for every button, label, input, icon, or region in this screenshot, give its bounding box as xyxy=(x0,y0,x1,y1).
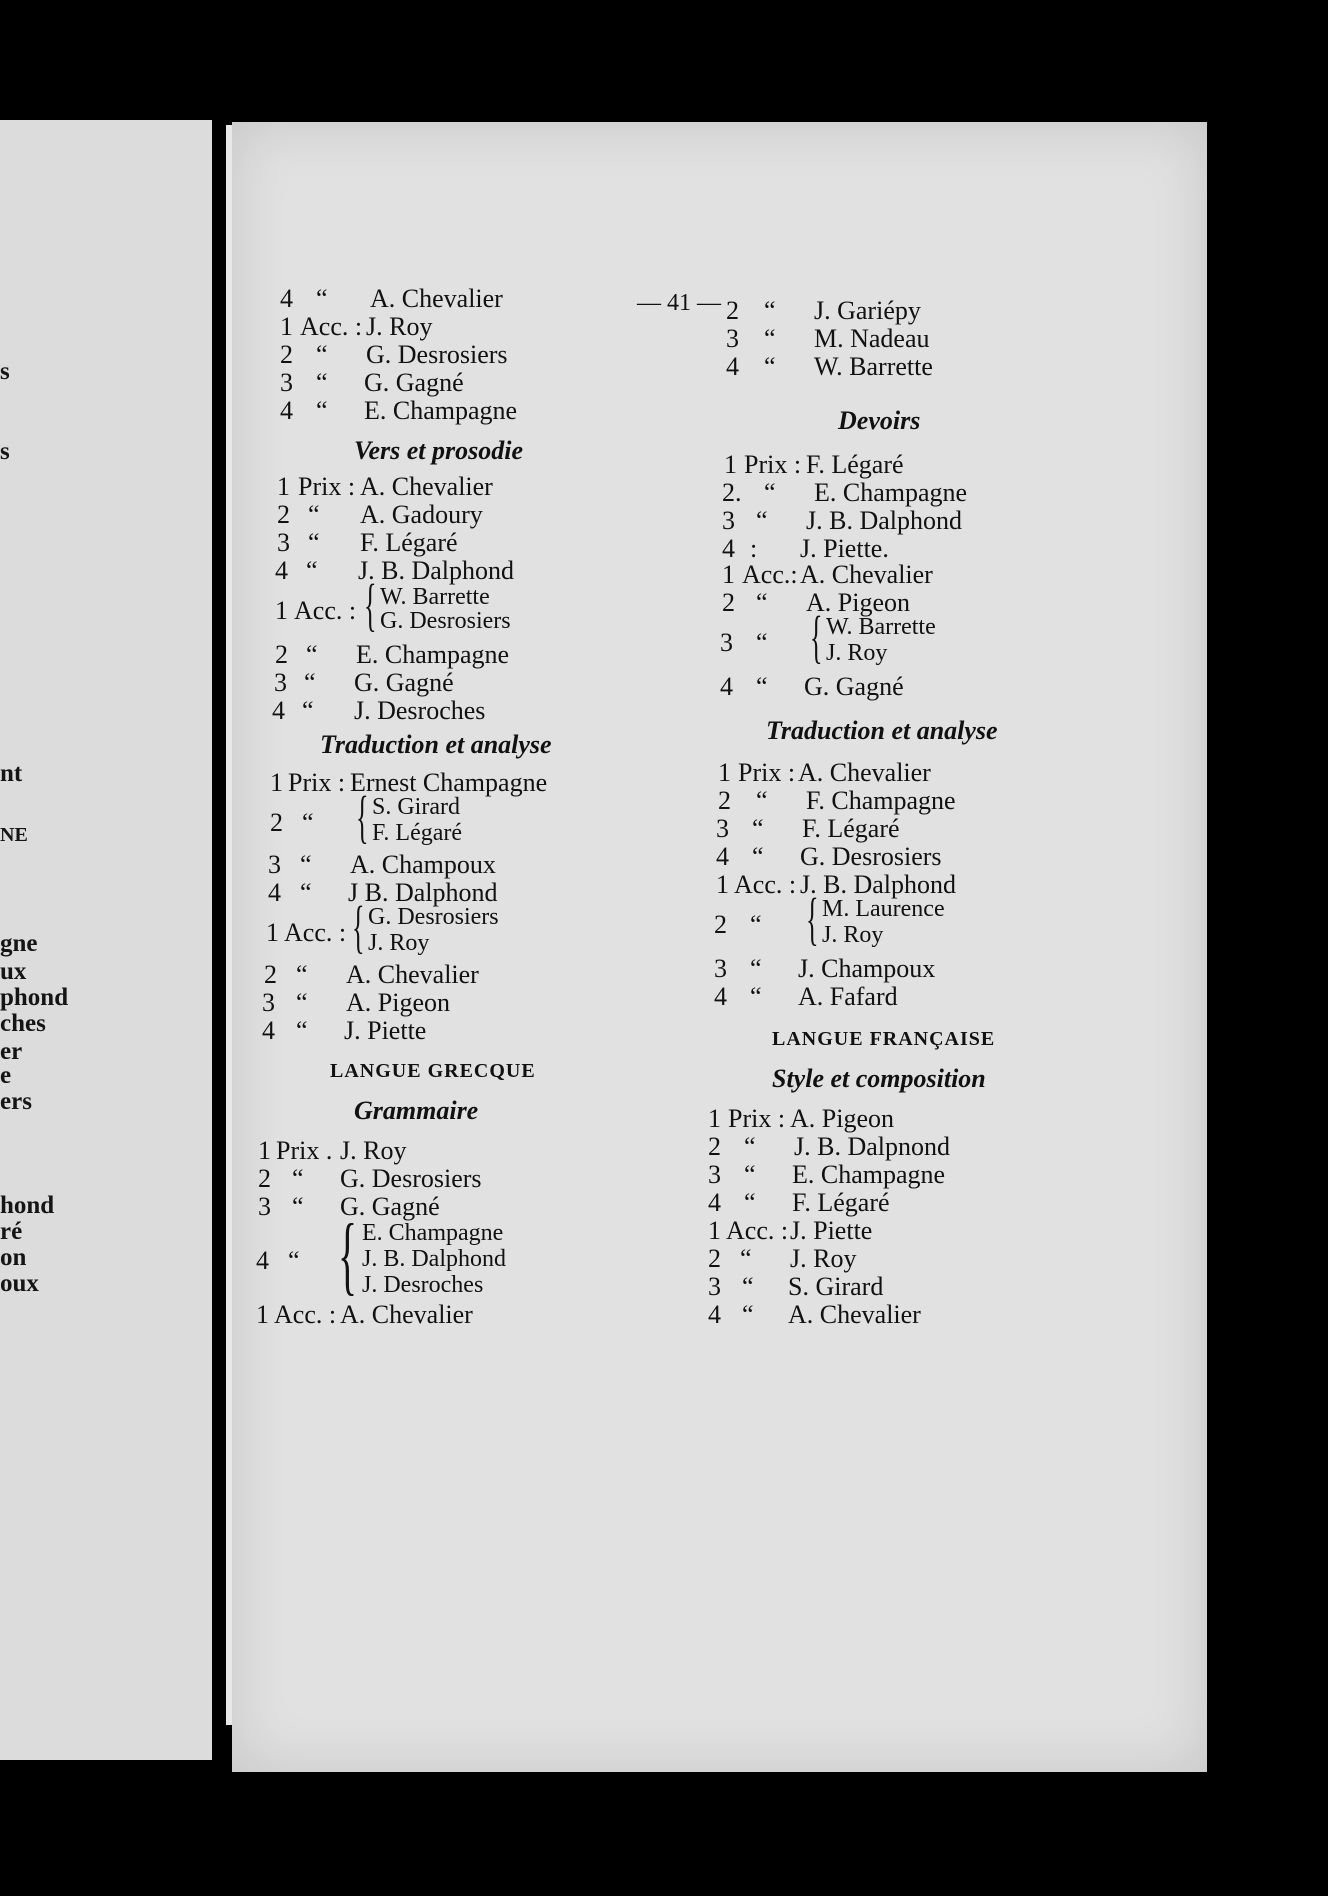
award-label: “ xyxy=(744,1132,756,1161)
award-label: Acc. : xyxy=(734,870,797,899)
rank: 1 xyxy=(277,472,290,501)
student-name: F. Légaré xyxy=(372,820,463,846)
brace-glyph: { xyxy=(356,784,369,849)
student-name: A. Gadoury xyxy=(360,500,483,529)
rank: 1 xyxy=(266,918,279,947)
award-label: “ xyxy=(756,672,768,701)
student-name: F. Légaré xyxy=(360,528,458,557)
facing-page-fragment xyxy=(0,120,212,1760)
rank: 3 xyxy=(274,668,287,697)
rank: 3 xyxy=(716,814,729,843)
student-name: J. Desroches xyxy=(362,1272,484,1298)
section-heading: Traduction et analyse xyxy=(766,716,998,745)
rank: 4 xyxy=(268,878,281,907)
student-name: G. Desrosiers xyxy=(380,608,511,634)
rank: 4 xyxy=(280,396,293,425)
award-label: “ xyxy=(750,910,762,939)
student-name: A. Chevalier xyxy=(360,472,493,501)
award-label: “ xyxy=(316,340,328,369)
award-label: Acc. : xyxy=(294,596,357,625)
page-number: — 41 — xyxy=(637,290,721,316)
rank: 1 xyxy=(718,758,731,787)
student-name: J. Roy xyxy=(368,930,430,956)
award-label: “ xyxy=(740,1244,752,1273)
rank: 2 xyxy=(280,340,293,369)
student-name: A. Chevalier xyxy=(788,1300,921,1329)
student-name: J. B. Dalphond xyxy=(358,556,514,585)
student-name: F. Légaré xyxy=(802,814,900,843)
award-label: “ xyxy=(750,954,762,983)
fragment-text: s xyxy=(0,358,10,385)
brace-glyph: { xyxy=(352,894,365,959)
award-label: “ xyxy=(756,588,768,617)
rank: 2 xyxy=(708,1132,721,1161)
student-name: J. Gariépy xyxy=(814,296,921,325)
student-name: F. Champagne xyxy=(806,786,956,815)
brace-glyph: { xyxy=(338,1207,358,1304)
student-name: F. Légaré xyxy=(792,1188,890,1217)
award-label: “ xyxy=(742,1272,754,1301)
rank: 2 xyxy=(264,960,277,989)
award-label: Prix . xyxy=(276,1136,333,1165)
student-name: A. Pigeon xyxy=(790,1104,894,1133)
subject-title: LANGUE GRECQUE xyxy=(330,1060,536,1082)
student-name: J. Roy xyxy=(366,312,433,341)
award-label: “ xyxy=(764,296,776,325)
student-name: J. B. Dalpnond xyxy=(794,1132,950,1161)
rank: 1 xyxy=(708,1216,721,1245)
award-label: “ xyxy=(304,668,316,697)
rank: 2. xyxy=(722,478,742,507)
rank: 2 xyxy=(277,500,290,529)
student-name: J. Roy xyxy=(340,1136,407,1165)
rank: 2 xyxy=(270,808,283,837)
student-name: A. Chevalier xyxy=(370,284,503,313)
rank: 4 xyxy=(716,842,729,871)
rank: 1 xyxy=(724,450,737,479)
student-name: M. Nadeau xyxy=(814,324,930,353)
rank: 4 xyxy=(708,1300,721,1329)
fragment-text: er xyxy=(0,1038,23,1065)
rank: 4 xyxy=(275,556,288,585)
section-heading: Style et composition xyxy=(772,1064,986,1093)
rank: 1 xyxy=(258,1136,271,1165)
rank: 3 xyxy=(722,506,735,535)
rank: 2 xyxy=(718,786,731,815)
rank: 1 xyxy=(280,312,293,341)
student-name: J. B. Dalphond xyxy=(362,1246,506,1272)
section-heading: Grammaire xyxy=(354,1096,479,1125)
rank: 1 xyxy=(708,1104,721,1133)
student-name: A. Pigeon xyxy=(346,988,450,1017)
rank: 3 xyxy=(720,628,733,657)
student-name: G. Gagné xyxy=(364,368,464,397)
student-name: J. Roy xyxy=(822,922,884,948)
award-label: “ xyxy=(308,528,320,557)
award-label: “ xyxy=(300,850,312,879)
award-label: “ xyxy=(756,506,768,535)
student-name: J. Roy xyxy=(790,1244,857,1273)
award-label: Prix : xyxy=(728,1104,786,1133)
section-heading: Devoirs xyxy=(838,406,921,435)
student-name: J B. Dalphond xyxy=(348,878,498,907)
student-name: G. Gagné xyxy=(804,672,904,701)
student-name: J. Champoux xyxy=(798,954,936,983)
student-name: A. Pigeon xyxy=(806,588,910,617)
student-name: A. Chevalier xyxy=(798,758,931,787)
student-name: A. Chevalier xyxy=(800,560,933,589)
book-page xyxy=(232,122,1207,1772)
award-label: Acc. : xyxy=(284,918,347,947)
student-name: S. Girard xyxy=(372,794,460,820)
rank: 1 xyxy=(716,870,729,899)
fragment-text: ré xyxy=(0,1218,23,1245)
student-name: E. Champagne xyxy=(356,640,510,669)
rank: 1 xyxy=(270,768,283,797)
student-name: A. Champoux xyxy=(350,850,496,879)
student-name: G. Desrosiers xyxy=(368,904,499,930)
award-label: Prix : xyxy=(298,472,356,501)
rank: 4 xyxy=(256,1246,269,1275)
student-name: E. Champagne xyxy=(362,1220,504,1246)
student-name: G. Desrosiers xyxy=(800,842,942,871)
student-name: W. Barrette xyxy=(814,352,933,381)
award-label: “ xyxy=(316,284,328,313)
rank: 3 xyxy=(268,850,281,879)
fragment-text: NE xyxy=(0,824,28,846)
award-label: “ xyxy=(302,696,314,725)
award-label: “ xyxy=(296,1016,308,1045)
rank: 4 xyxy=(708,1188,721,1217)
rank: 3 xyxy=(714,954,727,983)
rank: 2 xyxy=(714,910,727,939)
award-label: “ xyxy=(744,1188,756,1217)
rank: 3 xyxy=(277,528,290,557)
student-name: J. B. Dalphond xyxy=(806,506,962,535)
award-label: “ xyxy=(316,396,328,425)
award-label: “ xyxy=(756,628,768,657)
student-name: S. Girard xyxy=(788,1272,884,1301)
rank: 4 xyxy=(272,696,285,725)
award-label: Acc. : xyxy=(726,1216,789,1245)
student-name: W. Barrette xyxy=(380,584,490,610)
award-label: “ xyxy=(306,556,318,585)
award-label: “ xyxy=(752,814,764,843)
fragment-text: ches xyxy=(0,1010,46,1037)
award-label: “ xyxy=(306,640,318,669)
section-heading: Vers et prosodie xyxy=(354,436,523,465)
rank: 1 xyxy=(275,596,288,625)
award-label: “ xyxy=(308,500,320,529)
right-column xyxy=(708,296,1190,1716)
fragment-text: e xyxy=(0,1062,12,1089)
rank: 4 xyxy=(280,284,293,313)
award-label: “ xyxy=(752,842,764,871)
award-label: “ xyxy=(764,352,776,381)
fragment-text: hond xyxy=(0,1192,55,1219)
rank: 3 xyxy=(280,368,293,397)
award-label: “ xyxy=(288,1246,300,1275)
award-label: Prix : xyxy=(744,450,802,479)
rank: 4 xyxy=(262,1016,275,1045)
award-label: “ xyxy=(756,786,768,815)
award-label: “ xyxy=(744,1160,756,1189)
student-name: G. Gagné xyxy=(340,1192,440,1221)
award-label: Acc. : xyxy=(300,312,363,341)
award-label: “ xyxy=(764,478,776,507)
award-label: “ xyxy=(292,1192,304,1221)
award-label: “ xyxy=(296,988,308,1017)
fragment-text: gne xyxy=(0,930,38,957)
student-name: E. Champagne xyxy=(792,1160,946,1189)
student-name: A. Chevalier xyxy=(340,1300,473,1329)
student-name: G. Gagné xyxy=(354,668,454,697)
fragment-text: ers xyxy=(0,1088,32,1115)
award-label: Prix : xyxy=(288,768,346,797)
student-name: F. Légaré xyxy=(806,450,904,479)
brace-glyph: { xyxy=(806,886,819,951)
fragment-text: nt xyxy=(0,760,23,787)
student-name: Ernest Champagne xyxy=(350,768,548,797)
student-name: J. Piette xyxy=(344,1016,427,1045)
award-label: Acc.: xyxy=(742,560,798,589)
award-label: “ xyxy=(764,324,776,353)
rank: 1 xyxy=(256,1300,269,1329)
section-heading: Traduction et analyse xyxy=(320,730,552,759)
student-name: W. Barrette xyxy=(826,614,936,640)
rank: 3 xyxy=(258,1192,271,1221)
award-label: : xyxy=(750,534,758,563)
rank: 2 xyxy=(708,1244,721,1273)
student-name: G. Desrosiers xyxy=(366,340,508,369)
award-label: Acc. : xyxy=(274,1300,337,1329)
student-name: A. Fafard xyxy=(798,982,898,1011)
fragment-text: oux xyxy=(0,1270,39,1297)
student-name: J. B. Dalphond xyxy=(800,870,956,899)
rank: 2 xyxy=(275,640,288,669)
award-label: “ xyxy=(292,1164,304,1193)
brace-glyph: { xyxy=(364,572,377,637)
rank: 2 xyxy=(258,1164,271,1193)
award-label: “ xyxy=(750,982,762,1011)
rank: 4 xyxy=(720,672,733,701)
rank: 2 xyxy=(726,296,739,325)
left-column xyxy=(256,284,702,1704)
subject-title: LANGUE FRANÇAISE xyxy=(772,1028,996,1050)
award-label: “ xyxy=(300,878,312,907)
rank: 1 xyxy=(722,560,735,589)
rank: 2 xyxy=(722,588,735,617)
award-label: “ xyxy=(302,808,314,837)
rank: 3 xyxy=(708,1272,721,1301)
student-name: J. Piette xyxy=(790,1216,873,1245)
rank: 4 xyxy=(714,982,727,1011)
student-name: J. Roy xyxy=(826,640,888,666)
rank: 3 xyxy=(262,988,275,1017)
student-name: J. Piette. xyxy=(800,534,889,563)
award-label: “ xyxy=(742,1300,754,1329)
fragment-text: s xyxy=(0,438,10,465)
student-name: J. Desroches xyxy=(354,696,486,725)
rank: 4 xyxy=(722,534,735,563)
fragment-text: ux xyxy=(0,958,27,985)
student-name: E. Champagne xyxy=(364,396,518,425)
student-name: M. Laurence xyxy=(822,896,945,922)
rank: 3 xyxy=(708,1160,721,1189)
award-label: Prix : xyxy=(738,758,796,787)
rank: 4 xyxy=(726,352,739,381)
award-label: “ xyxy=(296,960,308,989)
fragment-text: on xyxy=(0,1244,27,1271)
fragment-text: phond xyxy=(0,984,69,1011)
award-label: “ xyxy=(316,368,328,397)
brace-glyph: { xyxy=(810,604,823,669)
student-name: A. Chevalier xyxy=(346,960,479,989)
student-name: G. Desrosiers xyxy=(340,1164,482,1193)
rank: 3 xyxy=(726,324,739,353)
student-name: E. Champagne xyxy=(814,478,968,507)
